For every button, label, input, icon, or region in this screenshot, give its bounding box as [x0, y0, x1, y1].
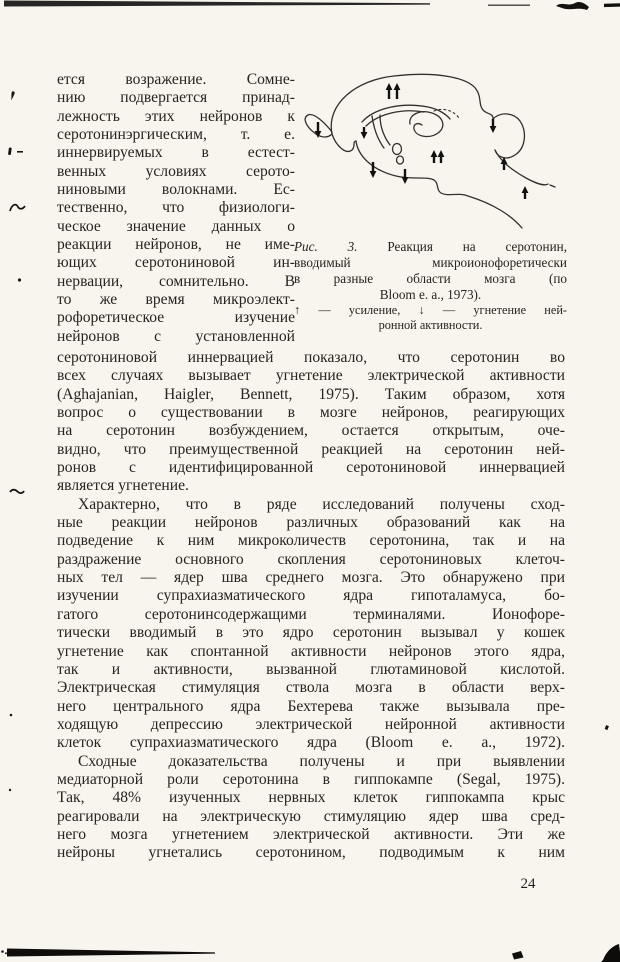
scan-smudge: [601, 944, 620, 962]
brain-outline: [305, 74, 555, 228]
text-line: подведение к ним микроколичеств серотонина, так и на: [57, 532, 565, 550]
scan-speck: [18, 278, 21, 281]
scan-smudge: [4, 1, 430, 7]
text-line: иннервируемых в естест-: [57, 144, 295, 162]
figure-caption: [294, 239, 567, 303]
text-line: вопрос о существовании в мозге нейронов, реагирующих: [57, 404, 565, 422]
down-arrow-icon: [370, 171, 377, 178]
up-arrow-icon: [386, 83, 393, 90]
text-line: ронов с идентифицированной серотониновой иннервацией: [57, 459, 565, 477]
text-line: всех случаях вызывает угнетение электрической активности: [57, 367, 565, 385]
down-arrow-icon: [361, 132, 368, 139]
text-line: изучении супрахиазматического ядра гипоталамуса, бо-: [57, 587, 565, 605]
text-line: гатого серотонинсодержащими терминалями. Ионофоре-: [57, 605, 565, 623]
text-line: ниновыми волокнами. Ес-: [57, 181, 295, 199]
scan-speck: [17, 151, 23, 153]
scan-speck: [10, 714, 13, 717]
scan-speck: [8, 147, 12, 155]
caption-line: в разные области мозга (по: [294, 271, 567, 286]
text-line: клеток супрахиазматического ядра (Bloom е. а., 1972).: [57, 734, 565, 752]
up-arrow-icon: [394, 83, 401, 90]
text-line: Электрическая стимуляция ствола мозга в области верх-: [57, 679, 565, 697]
text-line: ется возражение. Сомне-: [57, 71, 295, 88]
text-line: нейроны угнетались серотонином, подводимым к ним: [57, 844, 565, 862]
scan-speck: [605, 725, 609, 730]
text-line: Сходные доказательства получены и при выявлении: [78, 752, 565, 770]
up-arrow-icon: [522, 186, 529, 193]
text-line: нию подвергается принад-: [57, 89, 295, 107]
page-number: 24: [520, 876, 536, 892]
scan-smudge: [512, 951, 524, 960]
scan-smudge: [556, 2, 589, 10]
text-line: серотонинэргическим, т. е.: [57, 126, 295, 144]
body-text: [57, 349, 565, 863]
text-line: нейронов с установленной: [57, 327, 295, 345]
figure-legend: [294, 303, 567, 332]
scan-speck: [1, 950, 4, 953]
legend-line: ↑ — усиление, ↓ — угнетение ней-: [294, 303, 567, 317]
legend-line: ронной активности.: [378, 317, 483, 332]
scan-speck: [11, 91, 15, 100]
text-line: является угнетение.: [57, 477, 189, 495]
activity-arrows: [315, 83, 529, 199]
left-column: [57, 71, 295, 346]
text-line: тественно, что физиологи-: [57, 199, 295, 217]
brain-figure: [298, 58, 573, 236]
caption-line: [294, 239, 567, 255]
text-line: Характерно, что в ряде исследований получены сход-: [78, 495, 565, 513]
text-line: ющих серотониновой ин-: [57, 254, 295, 272]
text-line: так и активности, вызванной глютаминовой кислотой.: [57, 660, 565, 678]
brain-drawing: [298, 58, 573, 236]
text-line: серотониновой иннервацией показало, что серотонин во: [57, 349, 565, 366]
scan-speck: [9, 789, 11, 791]
down-arrow-icon: [490, 126, 497, 133]
down-arrow-icon: [402, 177, 409, 184]
scan-smudge: [488, 5, 530, 6]
text-line: реакции нейронов, не име-: [57, 236, 295, 254]
text-line: рофоретическое изучение: [57, 309, 295, 327]
text-line: ных тел — ядер шва среднего мозга. Это обнаружено при: [57, 569, 565, 587]
text-line: лежность этих нейронов к: [57, 107, 295, 125]
text-line: ные реакции нейронов различных образований как на: [57, 514, 565, 532]
scan-smudge: [604, 3, 620, 7]
text-line: то же время микроэлект-: [57, 291, 295, 309]
text-line: него центрального ядра Бехтерева также вызывала пре-: [57, 697, 565, 715]
figure-label: Рис. 3.: [294, 239, 358, 254]
caption-line: вводимый микроионофоретически: [294, 255, 567, 270]
text-line: венных условиях серото-: [57, 162, 295, 180]
text-line: Так, 48% изученных нервных клеток гиппокампа крыс: [57, 789, 565, 807]
text-line: раздражение основного скопления серотониновых клеточ-: [57, 550, 565, 568]
text-line: медиаторной роли серотонина в гиппокампе (Segal, 1975).: [57, 770, 565, 788]
text-line: ходящую депрессию электрической нейронной активности: [57, 715, 565, 733]
up-arrow-icon: [431, 150, 438, 157]
text-line: него мозга угнетением электрической активности. Эти же: [57, 825, 565, 843]
scan-speck: [5, 952, 7, 954]
up-arrow-icon: [438, 150, 445, 157]
text-line: нервации, сомнительно. В: [57, 272, 295, 290]
text-line: ческое значение данных о: [57, 217, 295, 235]
text-line: видно, что преимущественной реакцией на серотонин ней-: [57, 440, 565, 458]
scan-smudge: [7, 949, 215, 957]
caption-text: Реакция на серотонин,: [387, 239, 567, 254]
text-line: реагировали на электрическую стимуляцию ядер шва сред-: [57, 807, 565, 825]
text-line: тически вводимый в это ядро серотонин вызывал у кошек: [57, 624, 565, 642]
scan-speck: [10, 490, 24, 493]
text-line: на серотонин возбуждением, остается открытым, оче-: [57, 422, 565, 440]
text-line: (Aghajanian, Haigler, Bennett, 1975). Таким образом, хотя: [57, 385, 565, 403]
caption-line: Bloom е. а., 1973).: [379, 287, 482, 302]
text-line: угнетение как спонтанной активности нейронов этого ядра,: [57, 642, 565, 660]
scan-speck: [10, 205, 25, 211]
